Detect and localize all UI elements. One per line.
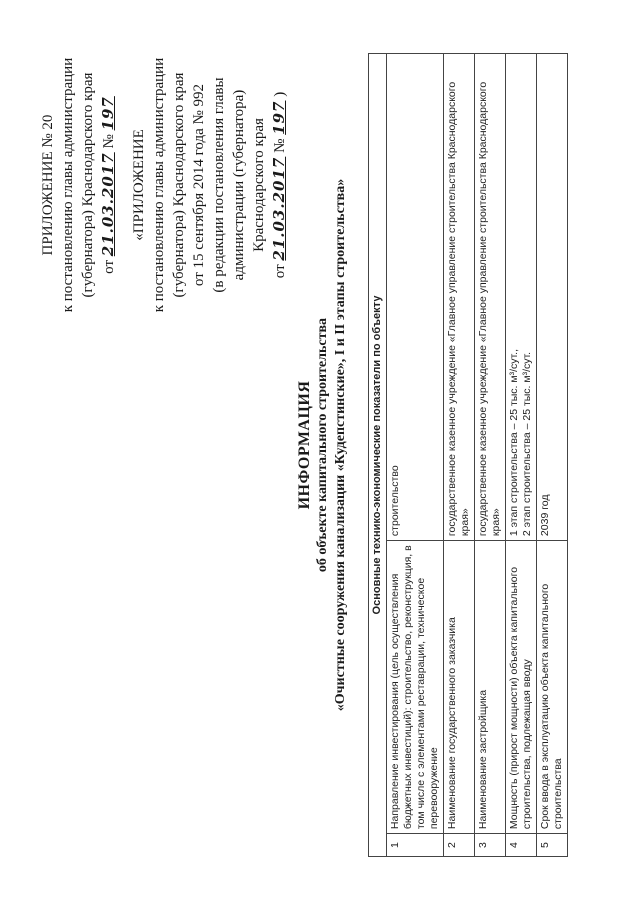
table-row <box>537 54 568 857</box>
appendix-quoted-close: ) <box>272 91 288 97</box>
appendix-20-date-line <box>98 20 119 350</box>
row-label: Направление инвестирования (цель осуществления бюджетных инвестиций): строительство, реконструкция, в том числе с элементами реставрации, техническое перевооружение <box>387 541 444 834</box>
document-title: ИНФОРМАЦИЯ <box>296 380 313 510</box>
table-row <box>506 54 537 857</box>
row-value: государственное казенное учреждение «Главное управление строительства Краснодарского края» <box>444 54 475 541</box>
row-number: 2 <box>444 834 475 857</box>
appendix-20-num-signature: 197 <box>99 96 117 131</box>
row-number: 4 <box>506 834 537 857</box>
row-value-line: 1 этап строительства – 25 тыс. м³/сут., <box>508 348 520 537</box>
appendix-20-date-signature: 21.03.2017 <box>99 152 117 257</box>
appendix-quoted-line5: администрации (губернатора) <box>231 89 247 281</box>
row-value: 2039 год <box>537 54 568 541</box>
row-number: 1 <box>387 834 444 857</box>
appendix-quoted-date-signature: 21.03.2017 <box>270 156 288 261</box>
row-label: Мощность (прирост мощности) объекта капитального строительства, подлежащая вводу <box>506 541 537 834</box>
appendix-quoted-num-signature: 197 <box>270 100 288 135</box>
table-header-row <box>369 54 387 857</box>
document-subtitle: об объекте капитального строительства <box>315 317 330 573</box>
appendix-20-line1: к постановлению главы администрации <box>60 57 76 313</box>
appendix-quoted-title: «ПРИЛОЖЕНИЕ <box>131 129 147 241</box>
row-value: государственное казенное учреждение «Главное управление строительства Краснодарского края» <box>475 54 506 541</box>
appendix-20-num-prefix: № <box>101 134 117 149</box>
appendix-quoted-date-prefix: от <box>272 264 288 279</box>
appendix-quoted-line3: от 15 сентября 2014 года № 992 <box>191 83 207 287</box>
row-label: Срок ввода в эксплуатацию объекта капитального строительства <box>537 541 568 834</box>
table-row <box>387 54 444 857</box>
appendix-20-title: ПРИЛОЖЕНИЕ № 20 <box>40 114 56 256</box>
row-value <box>506 54 537 541</box>
indicators-table <box>368 53 568 857</box>
document-heading <box>296 45 350 845</box>
row-number: 3 <box>475 834 506 857</box>
row-value-line: 2 этап строительства – 25 тыс. м³/сут. <box>521 351 533 537</box>
appendix-quoted-line4: (в редакции постановления главы <box>211 77 227 293</box>
table-row <box>444 54 475 857</box>
table-header: Основные технико-экономические показатели по объекту <box>369 54 387 857</box>
table-row <box>475 54 506 857</box>
appendix-20-block <box>38 20 290 350</box>
row-number: 5 <box>537 834 568 857</box>
appendix-quoted-line2: (губернатора) Краснодарского края <box>171 72 187 298</box>
appendix-quoted-date-line <box>269 20 290 350</box>
row-value: строительство <box>387 54 444 541</box>
appendix-quoted-num-prefix: № <box>272 138 288 153</box>
appendix-20-line2: (губернатора) Краснодарского края <box>80 72 96 298</box>
row-label: Наименование государственного заказчика <box>444 541 475 834</box>
appendix-quoted-line1: к постановлению главы администрации <box>151 57 167 313</box>
appendix-quoted-line6: Краснодарского края <box>251 118 267 252</box>
appendix-20-date-prefix: от <box>101 259 117 274</box>
object-name: «Очистные сооружения канализации «Кудепстинские», I и II этапы строительства» <box>333 178 348 712</box>
row-label: Наименование застройщика <box>475 541 506 834</box>
